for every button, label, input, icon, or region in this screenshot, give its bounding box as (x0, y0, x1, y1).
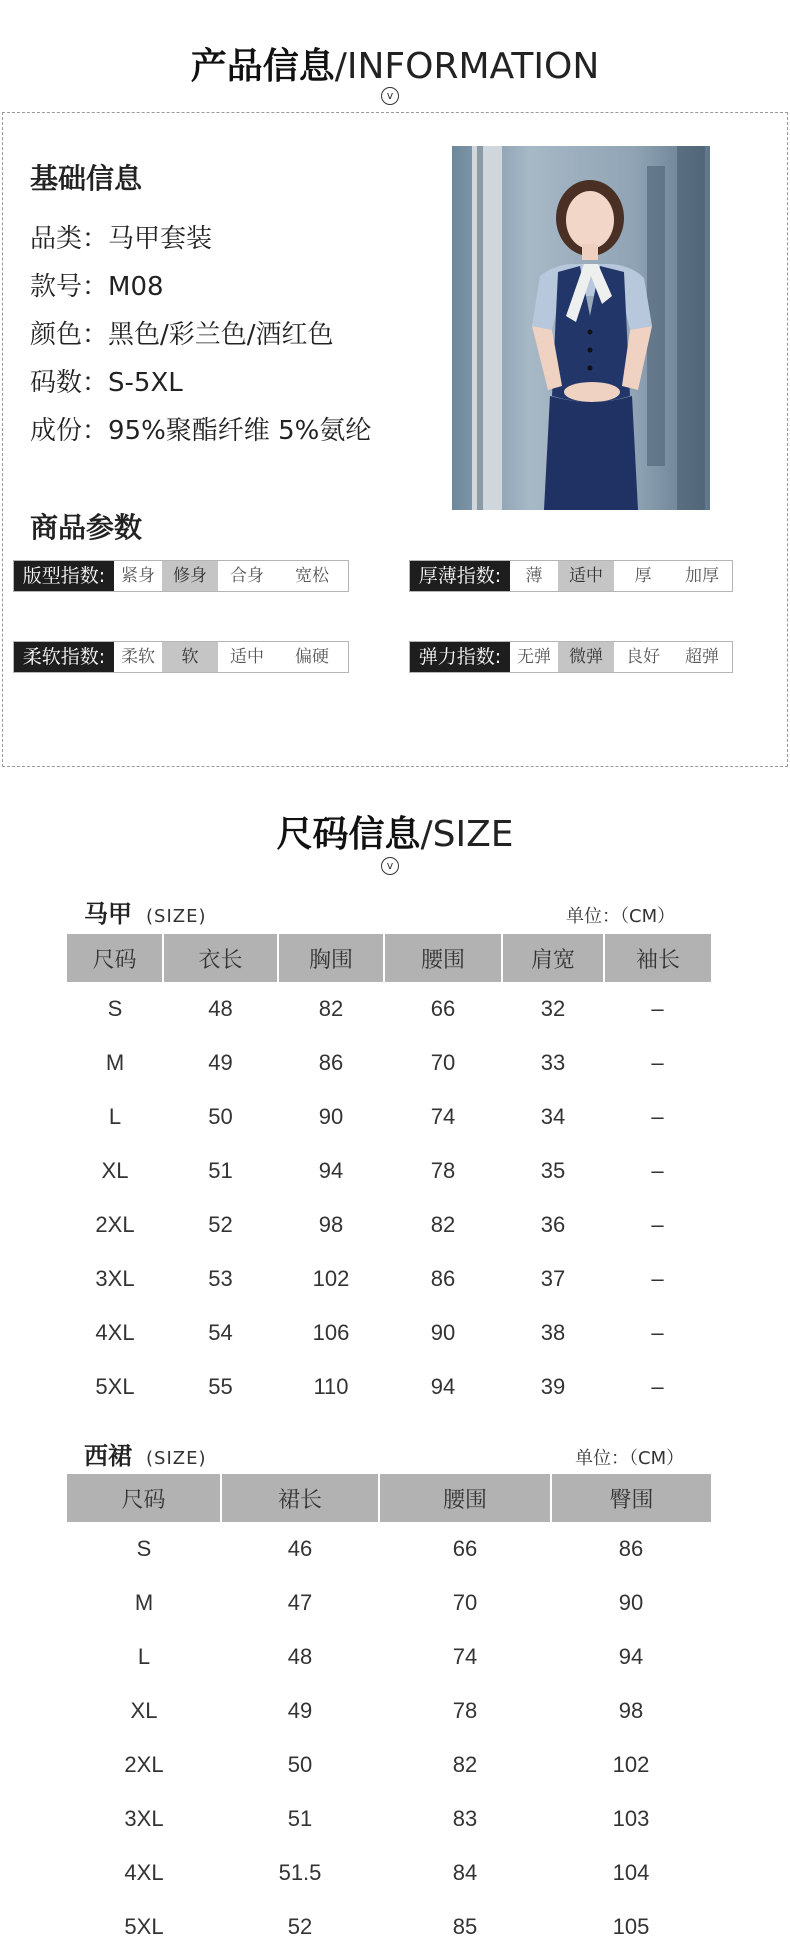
table-cell: S (107, 996, 123, 1021)
table-cell: – (651, 1050, 664, 1075)
table-row (67, 1630, 711, 1684)
table-cell: 83 (452, 1806, 478, 1831)
rating-softness-option: 柔软 (121, 647, 155, 667)
product-info-title-en: /INFORMATION (334, 46, 600, 87)
table-cell: 32 (540, 996, 566, 1021)
info-sizes: 码数：S-5XL (30, 368, 183, 398)
table-cell: 86 (618, 1536, 644, 1561)
table-cell: 70 (430, 1050, 456, 1075)
table-cell: 103 (612, 1806, 650, 1831)
params-heading: 商品参数 (30, 511, 143, 544)
table-cell: 36 (540, 1212, 566, 1237)
table-cell: 3XL (124, 1806, 164, 1831)
table-cell: 52 (287, 1914, 313, 1939)
rating-thickness-option: 厚 (634, 566, 652, 586)
table-row (67, 1090, 711, 1144)
table-cell: 102 (312, 1266, 350, 1291)
table-cell: 34 (540, 1104, 566, 1129)
table-row (67, 1900, 711, 1954)
table-cell: 82 (452, 1752, 478, 1777)
size-info-title (0, 806, 790, 857)
table-header-cell: 腰围 (379, 1474, 551, 1522)
table-header-cell: 袖长 (604, 934, 711, 982)
table-cell: 2XL (124, 1752, 164, 1777)
table-cell: 33 (540, 1050, 566, 1075)
table-row (67, 1252, 711, 1306)
table-row (67, 1792, 711, 1846)
table-header-cell: 臀围 (551, 1474, 711, 1522)
chevron-circle-icon: v (381, 857, 399, 875)
table-cell: – (651, 1158, 664, 1183)
table-row (67, 1198, 711, 1252)
table-cell: 98 (618, 1698, 644, 1723)
rating-softness-label: 柔软指数: (14, 642, 114, 672)
table-cell: – (651, 1374, 664, 1399)
table-cell: M (105, 1050, 125, 1075)
table-cell: 37 (540, 1266, 566, 1291)
table-cell: 49 (208, 1050, 233, 1075)
table-header-cell: 肩宽 (502, 934, 604, 982)
table-cell: 50 (287, 1752, 313, 1777)
table-cell: 110 (313, 1374, 349, 1399)
table-cell: 74 (452, 1644, 478, 1669)
chevron-circle-icon: v (381, 87, 399, 105)
basic-info-heading: 基础信息 (30, 162, 143, 195)
skirt-table-caption (84, 1436, 206, 1471)
skirt-unit-label: 单位：（CM） (575, 1448, 685, 1469)
info-colors: 颜色：黑色/彩兰色/酒红色 (30, 320, 334, 350)
product-photo (452, 146, 710, 510)
table-cell: 2XL (95, 1212, 135, 1237)
table-cell: 35 (540, 1158, 566, 1183)
table-cell: 78 (430, 1158, 456, 1183)
table-cell: 86 (430, 1266, 456, 1291)
rating-fit-option: 宽松 (295, 566, 329, 586)
rating-softness (13, 641, 349, 673)
table-cell: – (651, 996, 664, 1021)
rating-elasticity-option-selected: 微弹 (558, 642, 614, 672)
rating-fit-option: 紧身 (121, 566, 155, 586)
table-cell: XL (101, 1158, 129, 1183)
table-cell: 90 (430, 1320, 456, 1345)
table-cell: 51 (287, 1806, 313, 1831)
rating-softness-option: 偏硬 (295, 647, 329, 667)
rating-thickness-option: 加厚 (685, 566, 719, 586)
product-info-title-cn: 产品信息 (190, 46, 335, 87)
table-cell: 66 (430, 996, 456, 1021)
table-row (67, 1360, 711, 1414)
table-cell: 98 (318, 1212, 344, 1237)
table-cell: 38 (540, 1320, 566, 1345)
table-cell: 4XL (124, 1860, 164, 1885)
vest-size-table (67, 934, 711, 1414)
table-cell: – (651, 1104, 664, 1129)
vest-unit-label: 单位：（CM） (566, 906, 676, 927)
table-row (67, 1144, 711, 1198)
rating-elasticity-label: 弹力指数: (410, 642, 510, 672)
table-cell: 82 (430, 1212, 456, 1237)
table-cell: 54 (208, 1320, 233, 1345)
rating-elasticity (409, 641, 733, 673)
table-cell: 5XL (124, 1914, 164, 1939)
info-composition: 成份：95%聚酯纤维 5%氨纶 (30, 416, 372, 446)
table-cell: M (134, 1590, 154, 1615)
rating-elasticity-option: 超弹 (685, 647, 719, 667)
table-header-cell: 衣长 (163, 934, 278, 982)
info-category: 品类：马甲套装 (30, 224, 213, 254)
product-info-title (0, 38, 790, 89)
table-row (67, 1738, 711, 1792)
table-cell: 53 (208, 1266, 233, 1291)
table-cell: – (651, 1212, 664, 1237)
rating-thickness (409, 560, 733, 592)
table-cell: 52 (208, 1212, 233, 1237)
table-cell: 105 (612, 1914, 650, 1939)
table-header-cell: 胸围 (278, 934, 384, 982)
table-cell: 90 (318, 1104, 344, 1129)
table-cell: 94 (618, 1644, 644, 1669)
table-header-cell: 尺码 (67, 934, 163, 982)
table-cell: 50 (208, 1104, 233, 1129)
table-header-row (67, 934, 711, 982)
table-cell: L (108, 1104, 122, 1129)
table-row (67, 982, 711, 1036)
table-header-cell: 裙长 (221, 1474, 379, 1522)
skirt-size-tag: (SIZE) (146, 1448, 207, 1469)
rating-softness-option-selected: 软 (162, 642, 218, 672)
table-cell: – (651, 1320, 664, 1345)
size-info-title-cn: 尺码信息 (276, 814, 421, 855)
table-row (67, 1522, 711, 1576)
table-cell: 39 (540, 1374, 566, 1399)
table-cell: 49 (287, 1698, 313, 1723)
rating-thickness-option-selected: 适中 (558, 561, 614, 591)
table-cell: 48 (287, 1644, 313, 1669)
table-cell: 55 (208, 1374, 233, 1399)
table-cell: 78 (452, 1698, 478, 1723)
rating-elasticity-option: 良好 (626, 647, 660, 667)
vest-table-name: 马甲 (84, 900, 132, 928)
table-cell: 74 (430, 1104, 456, 1129)
table-header-row (67, 1474, 711, 1522)
skirt-size-table (67, 1474, 711, 1954)
table-cell: 102 (612, 1752, 650, 1777)
table-header-cell: 腰围 (384, 934, 502, 982)
vest-size-tag: (SIZE) (146, 906, 207, 927)
table-cell: XL (130, 1698, 158, 1723)
table-cell: 51 (208, 1158, 233, 1183)
table-cell: 47 (287, 1590, 313, 1615)
table-header-cell: 尺码 (67, 1474, 221, 1522)
table-cell: 94 (318, 1158, 344, 1183)
size-info-title-en: /SIZE (420, 814, 514, 855)
table-cell: – (651, 1266, 664, 1291)
table-cell: 3XL (95, 1266, 135, 1291)
table-cell: 82 (318, 996, 344, 1021)
rating-fit-option-selected: 修身 (162, 561, 218, 591)
info-style-number: 款号：M08 (30, 272, 164, 302)
table-cell: 106 (312, 1320, 350, 1345)
table-cell: 46 (287, 1536, 313, 1561)
rating-thickness-option: 薄 (525, 566, 543, 586)
table-cell: 4XL (95, 1320, 135, 1345)
table-row (67, 1306, 711, 1360)
table-row (67, 1576, 711, 1630)
table-row (67, 1846, 711, 1900)
rating-elasticity-option: 无弹 (517, 647, 551, 667)
table-row (67, 1036, 711, 1090)
table-cell: 48 (208, 996, 233, 1021)
table-cell: 104 (612, 1860, 650, 1885)
skirt-table-name: 西裙 (84, 1442, 132, 1470)
table-row (67, 1684, 711, 1738)
vest-table-caption (84, 894, 206, 929)
table-cell: L (137, 1644, 151, 1669)
rating-fit-option: 合身 (230, 566, 264, 586)
rating-thickness-label: 厚薄指数: (410, 561, 510, 591)
table-cell: 90 (618, 1590, 644, 1615)
rating-fit-label: 版型指数: (14, 561, 114, 591)
table-cell: 51.5 (278, 1860, 322, 1885)
table-cell: 85 (452, 1914, 478, 1939)
table-cell: 66 (452, 1536, 478, 1561)
table-cell: S (136, 1536, 152, 1561)
rating-fit (13, 560, 349, 592)
rating-softness-option: 适中 (230, 647, 264, 667)
table-cell: 84 (452, 1860, 478, 1885)
table-cell: 70 (452, 1590, 478, 1615)
table-cell: 86 (318, 1050, 344, 1075)
table-cell: 94 (430, 1374, 456, 1399)
table-cell: 5XL (95, 1374, 135, 1399)
